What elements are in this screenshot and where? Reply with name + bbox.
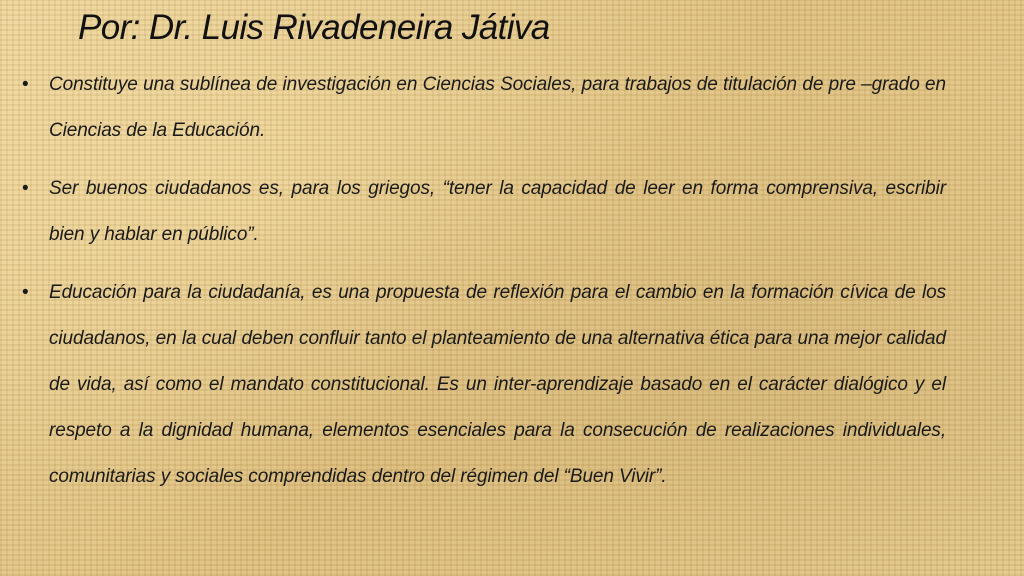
slide-title: Por: Dr. Luis Rivadeneira Játiva xyxy=(78,8,550,47)
bullet-text: Educación para la ciudadanía, es una propuesta de reflexión para el cambio en la formación cívica de los ciudadanos, en la cual deben confluir tanto el planteamiento de una alternativa ética para una mejor calidad de vida, así como el mandato constitucional. Es un inter-aprendizaje basado en el carácter dialógico y el respeto a la dignidad humana, elementos esenciales para la consecución de realizaciones individuales, comunitarias y sociales comprendidas dentro del régimen del “Buen Vivir”. xyxy=(49,282,946,487)
bullet-text: Ser buenos ciudadanos es, para los griegos, “tener la capacidad de leer en forma comprensiva, escribir bien y hablar en público”. xyxy=(49,178,946,245)
bullet-icon: • xyxy=(22,178,29,199)
bullet-icon: • xyxy=(22,74,29,95)
bullet-icon: • xyxy=(22,282,29,303)
bullet-text: Constituye una sublínea de investigación en Ciencias Sociales, para trabajos de titulación de pre –grado en Ciencias de la Educación. xyxy=(49,74,946,141)
bullet-list xyxy=(22,62,946,512)
bullet-item xyxy=(22,62,946,154)
bullet-item xyxy=(22,270,946,500)
bullet-item xyxy=(22,166,946,258)
